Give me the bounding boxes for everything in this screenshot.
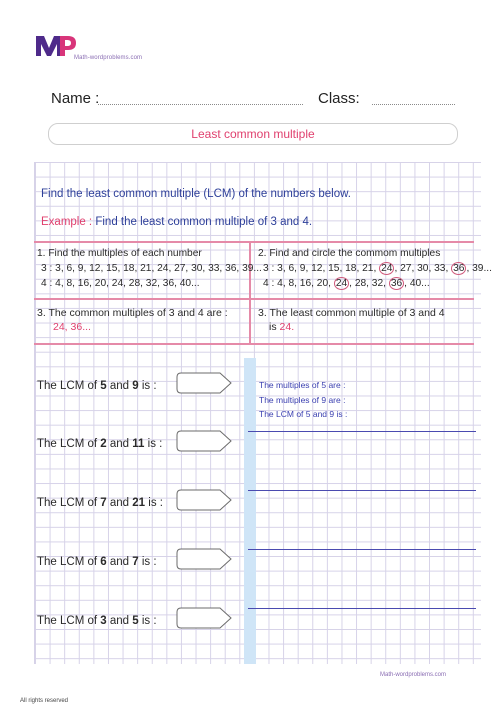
- example-text: Find the least common multiple of 3 and 4.: [95, 216, 313, 228]
- question-4-number-b: 7: [132, 556, 139, 568]
- answer-box-3[interactable]: [176, 489, 232, 511]
- question-2-prefix: The LCM of: [37, 438, 101, 450]
- answer-line-3[interactable]: [248, 549, 476, 550]
- question-3: [37, 497, 163, 509]
- example-prefix: Example :: [41, 216, 93, 228]
- question-1-prefix: The LCM of: [37, 380, 101, 392]
- circled-36-row3: 36: [453, 263, 465, 274]
- step2-row3-part-a: 3 : 3, 6, 9, 12, 15, 18, 21,: [263, 263, 377, 274]
- hint-lcm-5-9: The LCM of 5 and 9 is :: [259, 409, 348, 419]
- circled-36-row4: 36: [390, 278, 403, 289]
- answer-box-1[interactable]: [176, 372, 232, 394]
- step2-row4-part-c: , 40...: [404, 278, 430, 289]
- step2-heading: 2. Find and circle the commom multiples: [258, 248, 441, 259]
- graph-paper-grid: [34, 162, 481, 664]
- question-3-number-a: 7: [100, 497, 107, 509]
- step4-answer-line: [269, 321, 294, 333]
- example-line: [41, 216, 312, 228]
- name-label: Name :: [51, 90, 100, 107]
- question-4-and: and: [106, 556, 133, 568]
- answer-line-4[interactable]: [248, 608, 476, 609]
- step2-row3-part-c: , 39...: [466, 263, 492, 274]
- step4-answer: 24.: [279, 321, 295, 333]
- footer-site-text: Math-wordproblems.com: [380, 672, 447, 678]
- table-divider: [249, 241, 251, 345]
- question-1-number-a: 5: [100, 380, 107, 392]
- question-5-suffix: is :: [138, 615, 157, 627]
- answer-box-5[interactable]: [176, 607, 232, 629]
- class-line[interactable]: [372, 104, 455, 105]
- footer-rights: All rights reserved: [20, 698, 69, 704]
- question-5-and: and: [106, 615, 133, 627]
- table-bottom-border: [34, 343, 474, 345]
- question-2-number-b: 11: [132, 438, 145, 450]
- question-4-suffix: is :: [138, 556, 157, 568]
- question-1-and: and: [106, 380, 133, 392]
- question-3-and: and: [106, 497, 133, 509]
- question-5: [37, 615, 157, 627]
- answer-box-4[interactable]: [176, 548, 232, 570]
- step2-row4-part-b: , 28, 32,: [349, 278, 386, 289]
- answer-divider-strip: [244, 358, 256, 664]
- question-2-and: and: [106, 438, 133, 450]
- question-4: [37, 556, 157, 568]
- worksheet-title: Least common multiple: [48, 123, 458, 145]
- step1-multiples-of-3: 3 : 3, 6, 9, 12, 15, 18, 21, 24, 27, 30, 33, 36, 39...: [41, 263, 262, 274]
- name-line[interactable]: [98, 104, 303, 105]
- step1-heading: 1. Find the multiples of each number: [37, 248, 202, 259]
- site-logo: [34, 34, 154, 74]
- question-5-prefix: The LCM of: [37, 615, 101, 627]
- logo-site-text: Math-wordproblems.com: [74, 55, 143, 61]
- step4-is: is: [269, 321, 277, 333]
- circled-24-row3: 24: [381, 263, 393, 274]
- question-1-suffix: is :: [138, 380, 157, 392]
- question-4-prefix: The LCM of: [37, 556, 101, 568]
- question-2-number-a: 2: [100, 438, 107, 450]
- answer-box-2[interactable]: [176, 430, 232, 452]
- step1-multiples-of-4: 4 : 4, 8, 16, 20, 24, 28, 32, 36, 40...: [41, 278, 200, 289]
- step2-row4-part-a: 4 : 4, 8, 16, 20,: [263, 278, 331, 289]
- hint-multiples-of-5: The multiples of 5 are :: [259, 380, 346, 390]
- question-1: [37, 380, 157, 392]
- question-2: [37, 438, 162, 450]
- step4-text: 3. The least common multiple of 3 and 4: [258, 307, 445, 319]
- step3-text: 3. The common multiples of 3 and 4 are :: [37, 307, 228, 319]
- answer-line-1[interactable]: [248, 431, 476, 432]
- table-top-border: [34, 241, 474, 243]
- question-4-number-a: 6: [100, 556, 107, 568]
- question-1-number-b: 9: [132, 380, 139, 392]
- step2-multiples-of-4: [263, 277, 430, 290]
- question-3-number-b: 21: [132, 497, 146, 509]
- question-3-prefix: The LCM of: [37, 497, 101, 509]
- question-5-number-a: 3: [100, 615, 107, 627]
- question-2-suffix: is :: [144, 438, 163, 450]
- question-3-suffix: is :: [145, 497, 163, 509]
- instructions: Find the least common multiple (LCM) of the numbers below.: [41, 188, 351, 200]
- step3-answer: 24, 36...: [53, 321, 91, 333]
- step2-row3-part-b: , 27, 30, 33,: [394, 263, 449, 274]
- question-5-number-b: 5: [132, 615, 139, 627]
- class-label: Class:: [318, 90, 360, 107]
- hint-multiples-of-9: The multiples of 9 are :: [259, 395, 346, 405]
- circled-24-row4: 24: [335, 278, 348, 289]
- table-middle-border: [34, 298, 474, 300]
- answer-line-2[interactable]: [248, 490, 476, 491]
- step2-multiples-of-3: [263, 262, 492, 275]
